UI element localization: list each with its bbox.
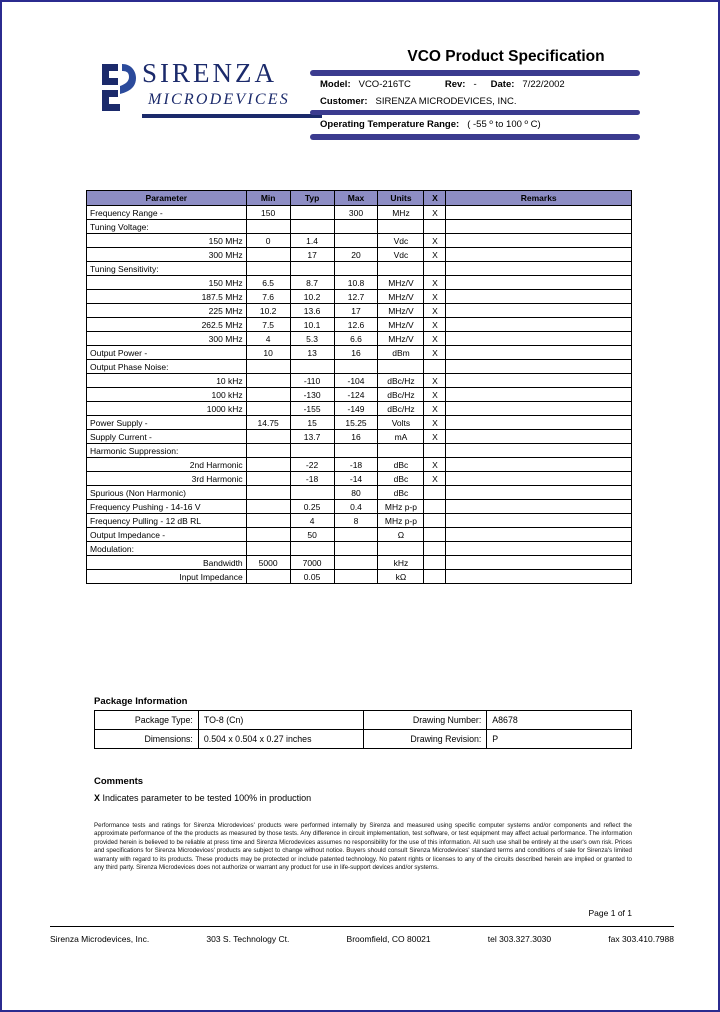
rev-value: - — [473, 79, 477, 90]
cell-remarks — [446, 276, 632, 290]
cell-parameter: 1000 kHz — [87, 402, 247, 416]
operating-temp-label: Operating Temperature Range: — [320, 119, 460, 130]
cell-remarks — [446, 458, 632, 472]
cell-x: X — [424, 290, 446, 304]
model-row — [310, 76, 640, 93]
table-row — [87, 444, 632, 458]
table-row — [87, 346, 632, 360]
cell-units: dBm — [378, 346, 424, 360]
package-row — [95, 711, 632, 730]
footer-fax: fax 303.410.7988 — [608, 934, 674, 944]
operating-temp-value: ( -55 º to 100 º C) — [467, 119, 541, 130]
cell-x: X — [424, 304, 446, 318]
document-footer — [50, 934, 674, 944]
table-row — [87, 220, 632, 234]
cell-remarks — [446, 374, 632, 388]
table-row — [87, 416, 632, 430]
cell-remarks — [446, 500, 632, 514]
cell-units: MHz/V — [378, 332, 424, 346]
cell-max: 6.6 — [334, 332, 378, 346]
col-max: Max — [334, 191, 378, 206]
table-row — [87, 332, 632, 346]
model-label: Model: — [320, 79, 351, 90]
col-parameter: Parameter — [87, 191, 247, 206]
package-info-body — [95, 711, 632, 749]
cell-max: 15.25 — [334, 416, 378, 430]
table-row — [87, 570, 632, 584]
cell-units: MHz p-p — [378, 514, 424, 528]
cell-units: dBc/Hz — [378, 402, 424, 416]
cell-x: X — [424, 234, 446, 248]
cell-remarks — [446, 430, 632, 444]
cell-units: kΩ — [378, 570, 424, 584]
cell-remarks — [446, 248, 632, 262]
cell-x: X — [424, 318, 446, 332]
cell-x: X — [424, 430, 446, 444]
cell-parameter: Power Supply - — [87, 416, 247, 430]
cell-max: 12.7 — [334, 290, 378, 304]
cell-x — [424, 514, 446, 528]
table-row — [87, 458, 632, 472]
table-row — [87, 500, 632, 514]
cell-typ: 17 — [290, 248, 334, 262]
cell-min — [246, 458, 290, 472]
cell-units: dBc — [378, 472, 424, 486]
cell-parameter: Bandwidth — [87, 556, 247, 570]
cell-x: X — [424, 332, 446, 346]
cell-units: Volts — [378, 416, 424, 430]
cell-min: 6.5 — [246, 276, 290, 290]
cell-units — [378, 262, 424, 276]
spec-info-block — [310, 70, 640, 140]
cell-max: 0.4 — [334, 500, 378, 514]
cell-max — [334, 570, 378, 584]
cell-parameter: Modulation: — [87, 542, 247, 556]
cell-min: 7.6 — [246, 290, 290, 304]
cell-max — [334, 528, 378, 542]
cell-typ — [290, 444, 334, 458]
cell-x — [424, 556, 446, 570]
operating-temp-row — [310, 115, 640, 134]
package-info-heading: Package Information — [94, 696, 188, 707]
package-info-table — [94, 710, 632, 749]
col-x: X — [424, 191, 446, 206]
cell-parameter: Tuning Sensitivity: — [87, 262, 247, 276]
cell-units: dBc/Hz — [378, 374, 424, 388]
cell-max: -18 — [334, 458, 378, 472]
package-cell-l1: Package Type: — [95, 711, 199, 730]
disclaimer-text: Performance tests and ratings for Sirenza Microdevices' products were performed internally by Sirenza and measured using specific computer systems and/or components and reflect the approximate performance of the the products as measured by those tests. Any difference in circuit implementation, test software, or test equipment may affect actual performance. The information provided herein is believed to be reliable at press time and Sirenza Microdevices assumes no responsibility for the use of this information. All such use shall be entirely at the user's own risk. Prices and specifications for Sirenza Microdevices' products are subject to change without notice. Buyers should consult Sirenza Microdevices' standard terms and conditions of sale for Sirenza's limited warranty with regard to its products. These products may be protected or include patented technology. No patent rights or licenses to any of the circuits described herein are implied or granted to any third party. Sirenza Microdevices does not authorize or warrant any product for use in life-support devices and/or systems. — [94, 822, 632, 872]
cell-units: MHz/V — [378, 290, 424, 304]
cell-x — [424, 360, 446, 374]
cell-remarks — [446, 444, 632, 458]
footer-company: Sirenza Microdevices, Inc. — [50, 934, 150, 944]
cell-typ: -155 — [290, 402, 334, 416]
cell-max: 12.6 — [334, 318, 378, 332]
cell-parameter: Frequency Pulling - 12 dB RL — [87, 514, 247, 528]
cell-max: 80 — [334, 486, 378, 500]
cell-remarks — [446, 234, 632, 248]
cell-max — [334, 542, 378, 556]
package-cell-v2: P — [487, 730, 632, 749]
page-content — [10, 10, 712, 1004]
date-value: 7/22/2002 — [522, 79, 565, 90]
table-row — [87, 290, 632, 304]
company-logo — [96, 58, 296, 130]
cell-typ: 13 — [290, 346, 334, 360]
cell-min — [246, 486, 290, 500]
cell-typ: 0.25 — [290, 500, 334, 514]
package-cell-v1: TO-8 (Cn) — [198, 711, 363, 730]
cell-max: 8 — [334, 514, 378, 528]
cell-x — [424, 500, 446, 514]
cell-x: X — [424, 346, 446, 360]
cell-min: 150 — [246, 206, 290, 220]
cell-remarks — [446, 360, 632, 374]
cell-min — [246, 402, 290, 416]
cell-max: 16 — [334, 346, 378, 360]
cell-max: 17 — [334, 304, 378, 318]
cell-min — [246, 542, 290, 556]
cell-typ — [290, 206, 334, 220]
cell-min: 4 — [246, 332, 290, 346]
cell-typ: 50 — [290, 528, 334, 542]
customer-row — [310, 93, 640, 110]
cell-max: 16 — [334, 430, 378, 444]
cell-min — [246, 388, 290, 402]
customer-label: Customer: — [320, 96, 368, 107]
cell-typ: 13.6 — [290, 304, 334, 318]
table-row — [87, 486, 632, 500]
cell-parameter: 300 MHz — [87, 248, 247, 262]
cell-parameter: 10 kHz — [87, 374, 247, 388]
cell-units: MHz p-p — [378, 500, 424, 514]
cell-parameter: 187.5 MHz — [87, 290, 247, 304]
cell-min — [246, 220, 290, 234]
cell-typ — [290, 542, 334, 556]
cell-max: 10.8 — [334, 276, 378, 290]
cell-x — [424, 570, 446, 584]
table-row — [87, 402, 632, 416]
cell-x: X — [424, 472, 446, 486]
date-label: Date: — [490, 79, 515, 90]
cell-typ: 8.7 — [290, 276, 334, 290]
cell-remarks — [446, 220, 632, 234]
col-min: Min — [246, 191, 290, 206]
cell-remarks — [446, 318, 632, 332]
cell-parameter: 225 MHz — [87, 304, 247, 318]
cell-x: X — [424, 374, 446, 388]
cell-min — [246, 248, 290, 262]
package-cell-l2: Drawing Number: — [363, 711, 487, 730]
cell-parameter: Frequency Pushing - 14-16 V — [87, 500, 247, 514]
cell-max: -124 — [334, 388, 378, 402]
cell-units: dBc — [378, 458, 424, 472]
cell-max — [334, 234, 378, 248]
cell-typ — [290, 220, 334, 234]
cell-min — [246, 374, 290, 388]
cell-min — [246, 500, 290, 514]
col-units: Units — [378, 191, 424, 206]
cell-max — [334, 220, 378, 234]
cell-min: 10 — [246, 346, 290, 360]
cell-remarks — [446, 472, 632, 486]
cell-parameter: 150 MHz — [87, 276, 247, 290]
cell-min — [246, 472, 290, 486]
table-row — [87, 318, 632, 332]
cell-remarks — [446, 570, 632, 584]
cell-typ: 10.2 — [290, 290, 334, 304]
table-row — [87, 430, 632, 444]
cell-parameter: Harmonic Suppression: — [87, 444, 247, 458]
cell-max — [334, 360, 378, 374]
cell-remarks — [446, 206, 632, 220]
cell-x — [424, 542, 446, 556]
table-row — [87, 262, 632, 276]
cell-remarks — [446, 402, 632, 416]
cell-x — [424, 262, 446, 276]
cell-x: X — [424, 402, 446, 416]
cell-parameter: Tuning Voltage: — [87, 220, 247, 234]
cell-typ — [290, 360, 334, 374]
cell-max: -14 — [334, 472, 378, 486]
cell-remarks — [446, 346, 632, 360]
cell-min — [246, 430, 290, 444]
cell-max — [334, 262, 378, 276]
cell-units: MHz/V — [378, 276, 424, 290]
footer-tel: tel 303.327.3030 — [487, 934, 552, 944]
cell-parameter: Output Power - — [87, 346, 247, 360]
cell-parameter: 3rd Harmonic — [87, 472, 247, 486]
cell-parameter: 262.5 MHz — [87, 318, 247, 332]
cell-x: X — [424, 206, 446, 220]
cell-typ: 7000 — [290, 556, 334, 570]
cell-units: mA — [378, 430, 424, 444]
cell-remarks — [446, 388, 632, 402]
cell-units: Vdc — [378, 234, 424, 248]
cell-max — [334, 444, 378, 458]
cell-min: 14.75 — [246, 416, 290, 430]
cell-x — [424, 486, 446, 500]
cell-typ: 10.1 — [290, 318, 334, 332]
table-row — [87, 360, 632, 374]
info-bottom-bar — [310, 134, 640, 140]
cell-units: dBc — [378, 486, 424, 500]
cell-parameter: 100 kHz — [87, 388, 247, 402]
logo-divider — [142, 114, 322, 118]
cell-units: MHz/V — [378, 304, 424, 318]
cell-units — [378, 360, 424, 374]
cell-typ: 15 — [290, 416, 334, 430]
cell-max: -104 — [334, 374, 378, 388]
cell-x: X — [424, 388, 446, 402]
cell-units: Ω — [378, 528, 424, 542]
comments-text: Indicates parameter to be tested 100% in production — [102, 793, 312, 803]
cell-min — [246, 528, 290, 542]
cell-remarks — [446, 556, 632, 570]
cell-typ: -22 — [290, 458, 334, 472]
customer-value: SIRENZA MICRODEVICES, INC. — [375, 96, 517, 107]
table-row — [87, 304, 632, 318]
cell-min — [246, 514, 290, 528]
cell-min: 5000 — [246, 556, 290, 570]
cell-min — [246, 360, 290, 374]
cell-min — [246, 444, 290, 458]
table-row — [87, 472, 632, 486]
cell-typ: 1.4 — [290, 234, 334, 248]
cell-parameter: 2nd Harmonic — [87, 458, 247, 472]
cell-typ — [290, 486, 334, 500]
cell-remarks — [446, 290, 632, 304]
document-header — [10, 10, 712, 130]
comments-heading: Comments — [94, 776, 144, 787]
cell-parameter: Supply Current - — [87, 430, 247, 444]
cell-x: X — [424, 458, 446, 472]
table-row — [87, 234, 632, 248]
cell-units: MHz/V — [378, 318, 424, 332]
cell-typ — [290, 262, 334, 276]
cell-units — [378, 542, 424, 556]
cell-parameter: Output Phase Noise: — [87, 360, 247, 374]
cell-max: 20 — [334, 248, 378, 262]
cell-remarks — [446, 332, 632, 346]
cell-x: X — [424, 276, 446, 290]
cell-x — [424, 528, 446, 542]
cell-typ: 13.7 — [290, 430, 334, 444]
specification-table-body — [87, 206, 632, 584]
cell-parameter: 150 MHz — [87, 234, 247, 248]
cell-remarks — [446, 416, 632, 430]
table-row — [87, 388, 632, 402]
cell-remarks — [446, 528, 632, 542]
table-row — [87, 248, 632, 262]
cell-remarks — [446, 304, 632, 318]
model-value: VCO-216TC — [358, 79, 411, 90]
cell-parameter: 300 MHz — [87, 332, 247, 346]
logo-tagline: MICRODEVICES — [148, 91, 290, 108]
cell-remarks — [446, 262, 632, 276]
cell-units: kHz — [378, 556, 424, 570]
table-row — [87, 542, 632, 556]
cell-parameter: Output Impedance - — [87, 528, 247, 542]
cell-units: Vdc — [378, 248, 424, 262]
footer-divider — [50, 926, 674, 927]
cell-max: 300 — [334, 206, 378, 220]
cell-min: 10.2 — [246, 304, 290, 318]
table-row — [87, 206, 632, 220]
package-cell-v2: A8678 — [487, 711, 632, 730]
package-cell-l2: Drawing Revision: — [363, 730, 487, 749]
logo-wordmark: SIRENZA — [142, 58, 277, 88]
cell-parameter: Spurious (Non Harmonic) — [87, 486, 247, 500]
cell-max: -149 — [334, 402, 378, 416]
col-typ: Typ — [290, 191, 334, 206]
cell-remarks — [446, 514, 632, 528]
table-row — [87, 276, 632, 290]
page-number: Page 1 of 1 — [588, 908, 632, 918]
cell-typ: -110 — [290, 374, 334, 388]
cell-x: X — [424, 248, 446, 262]
table-row — [87, 528, 632, 542]
sirenza-logo-mark — [96, 62, 138, 112]
package-cell-l1: Dimensions: — [95, 730, 199, 749]
cell-remarks — [446, 486, 632, 500]
rev-label: Rev: — [444, 79, 466, 90]
cell-x — [424, 220, 446, 234]
footer-address: 303 S. Technology Ct. — [206, 934, 290, 944]
table-row — [87, 514, 632, 528]
package-cell-v1: 0.504 x 0.504 x 0.27 inches — [198, 730, 363, 749]
table-row — [87, 556, 632, 570]
comments-x-mark: X — [94, 793, 101, 803]
package-row — [95, 730, 632, 749]
footer-city: Broomfield, CO 80021 — [346, 934, 431, 944]
table-header-row — [87, 191, 632, 206]
cell-min — [246, 570, 290, 584]
cell-typ: 0.05 — [290, 570, 334, 584]
cell-min: 7.5 — [246, 318, 290, 332]
cell-typ: 5.3 — [290, 332, 334, 346]
comments-text-line — [94, 793, 311, 803]
cell-units: MHz — [378, 206, 424, 220]
cell-min: 0 — [246, 234, 290, 248]
cell-parameter: Input Impedance — [87, 570, 247, 584]
cell-units: dBc/Hz — [378, 388, 424, 402]
cell-max — [334, 556, 378, 570]
cell-typ: -18 — [290, 472, 334, 486]
cell-typ: -130 — [290, 388, 334, 402]
cell-parameter: Frequency Range - — [87, 206, 247, 220]
col-remarks: Remarks — [446, 191, 632, 206]
cell-typ: 4 — [290, 514, 334, 528]
cell-min — [246, 262, 290, 276]
cell-units — [378, 220, 424, 234]
cell-units — [378, 444, 424, 458]
page-title: VCO Product Specification — [407, 48, 605, 65]
specification-table — [86, 190, 632, 584]
cell-x: X — [424, 416, 446, 430]
cell-remarks — [446, 542, 632, 556]
cell-x — [424, 444, 446, 458]
table-row — [87, 374, 632, 388]
